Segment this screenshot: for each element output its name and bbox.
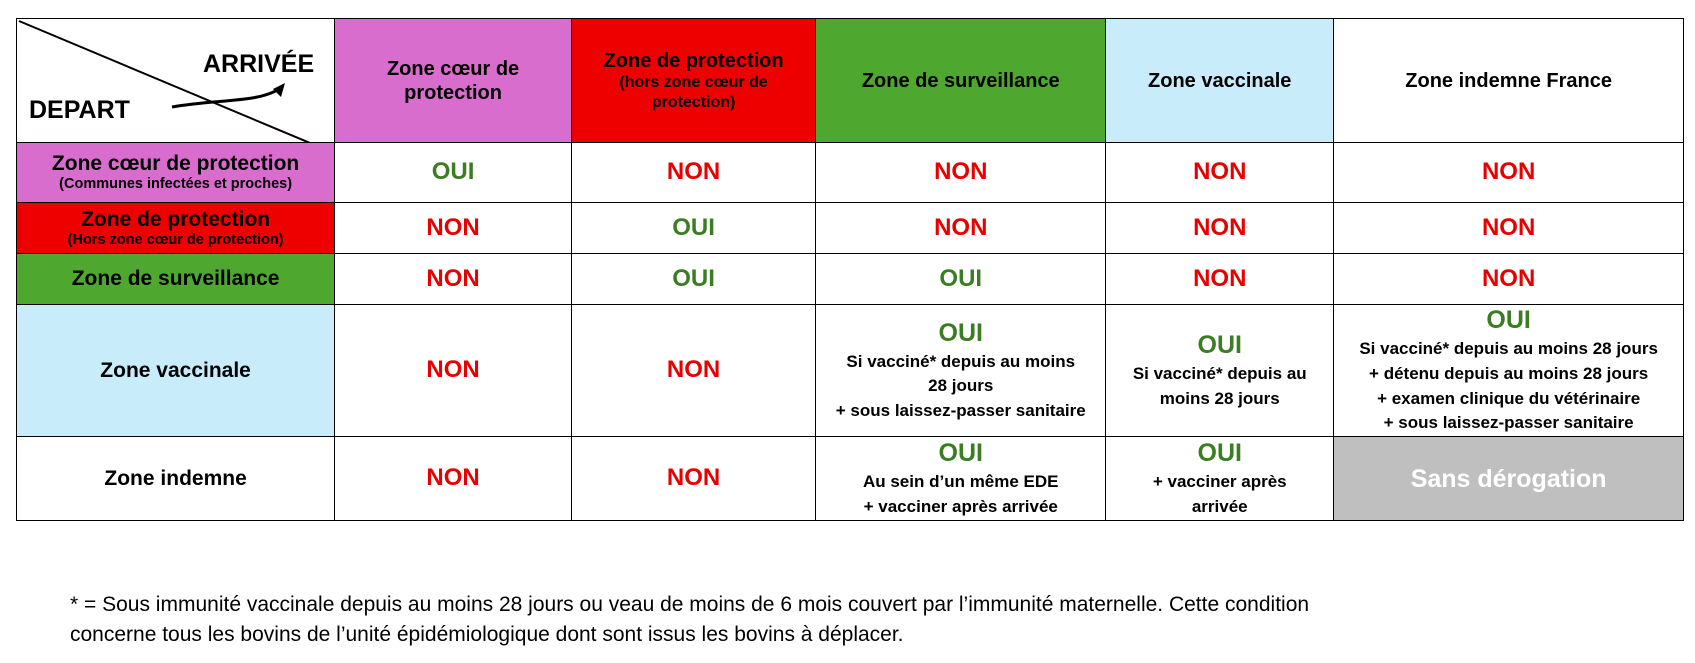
cell-value: OUI — [1197, 330, 1242, 359]
cell-conditional — [1334, 305, 1684, 437]
table-row — [17, 143, 1684, 203]
cell-value: NON — [335, 254, 572, 305]
cell-value: OUI — [571, 203, 815, 254]
footnote — [70, 590, 1630, 650]
col-header-zone-surveillance — [816, 19, 1106, 143]
row-header-sub: (Hors zone cœur de protection) — [67, 231, 284, 248]
col-header-label: Zone indemne France — [1405, 69, 1612, 92]
cell-conditional — [816, 437, 1106, 521]
cell-condition: arrivée — [1191, 496, 1248, 516]
footnote-line: * = Sous immunité vaccinale depuis au moins 28 jours ou veau de moins de 6 mois couvert par l’immunité maternelle. Cette condition — [70, 593, 1310, 616]
cell-value: NON — [571, 305, 815, 437]
cell-value: NON — [335, 203, 572, 254]
cell-value: NON — [571, 437, 815, 521]
cell-value: OUI — [938, 318, 983, 347]
col-header-label: Zone vaccinale — [1148, 69, 1292, 92]
col-header-zone-protection — [571, 19, 815, 143]
cell-value: NON — [816, 143, 1106, 203]
cell-condition: Si vacciné* depuis au — [1132, 363, 1307, 383]
cell-value: OUI — [571, 254, 815, 305]
col-header-zone-indemne-france — [1334, 19, 1684, 143]
cell-value: NON — [335, 305, 572, 437]
cell-value: OUI — [335, 143, 572, 203]
cell-value: NON — [571, 143, 815, 203]
row-header-zone-protection — [17, 203, 335, 254]
table-row — [17, 437, 1684, 521]
col-header-sub: (hors zone cœur de protection) — [619, 74, 768, 111]
cell-value: NON — [1106, 143, 1334, 203]
row-header-label: Zone de surveillance — [71, 267, 280, 291]
row-header-label: Zone indemne — [104, 466, 247, 490]
row-header-label: Zone de protection — [81, 207, 271, 231]
row-header-zone-indemne — [17, 437, 335, 521]
col-header-zone-coeur — [335, 19, 572, 143]
cell-conditional — [816, 305, 1106, 437]
row-header-sub: (Communes infectées et proches) — [59, 176, 293, 193]
cell-condition: Au sein d’un même EDE — [862, 471, 1059, 491]
cell-sans-derogation: Sans dérogation — [1334, 437, 1684, 521]
table-row — [17, 254, 1684, 305]
cell-conditional — [1106, 305, 1334, 437]
cell-condition: Si vacciné* depuis au moins 28 jours — [1359, 339, 1658, 359]
arrivee-label: ARRIVÉE — [203, 50, 315, 78]
cell-condition: + vacciner après — [1152, 471, 1287, 491]
cell-condition: + sous laissez-passer sanitaire — [835, 400, 1086, 420]
cell-value: OUI — [816, 254, 1106, 305]
depart-label: DEPART — [29, 96, 130, 124]
cell-condition: + vacciner après arrivée — [863, 496, 1058, 516]
cell-condition: + examen clinique du vétérinaire — [1377, 388, 1641, 408]
footnote-line: concerne tous les bovins de l’unité épidémiologique dont sont issus les bovins à déplacer. — [70, 622, 904, 646]
col-header-label: Zone de protection — [603, 50, 784, 73]
row-header-zone-vaccinale — [17, 305, 335, 437]
col-header-label: Zone cœur de protection — [386, 57, 520, 104]
cell-value: OUI — [1486, 306, 1531, 335]
movement-rules-table — [16, 18, 1684, 521]
cell-value: NON — [816, 203, 1106, 254]
row-header-zone-coeur — [17, 143, 335, 203]
cell-condition: 28 jours — [928, 376, 994, 396]
cell-value: NON — [1334, 203, 1684, 254]
row-header-zone-surveillance — [17, 254, 335, 305]
header-row — [17, 19, 1684, 143]
cell-condition: moins 28 jours — [1159, 388, 1280, 408]
cell-value: OUI — [938, 438, 983, 467]
col-header-zone-vaccinale — [1106, 19, 1334, 143]
cell-value: NON — [1106, 254, 1334, 305]
table-row — [17, 305, 1684, 437]
row-header-label: Zone cœur de protection — [51, 152, 300, 176]
table-row — [17, 203, 1684, 254]
cell-value: NON — [1106, 203, 1334, 254]
cell-condition: Si vacciné* depuis au moins — [846, 351, 1076, 371]
cell-value: NON — [1334, 254, 1684, 305]
col-header-label: Zone de surveillance — [861, 69, 1060, 92]
row-header-label: Zone vaccinale — [100, 358, 251, 382]
corner-cell — [17, 19, 335, 143]
cell-value: NON — [1334, 143, 1684, 203]
cell-condition: + sous laissez-passer sanitaire — [1383, 413, 1634, 433]
cell-condition: + détenu depuis au moins 28 jours — [1369, 363, 1649, 383]
cell-value: OUI — [1197, 438, 1242, 467]
cell-conditional — [1106, 437, 1334, 521]
cell-value: NON — [335, 437, 572, 521]
